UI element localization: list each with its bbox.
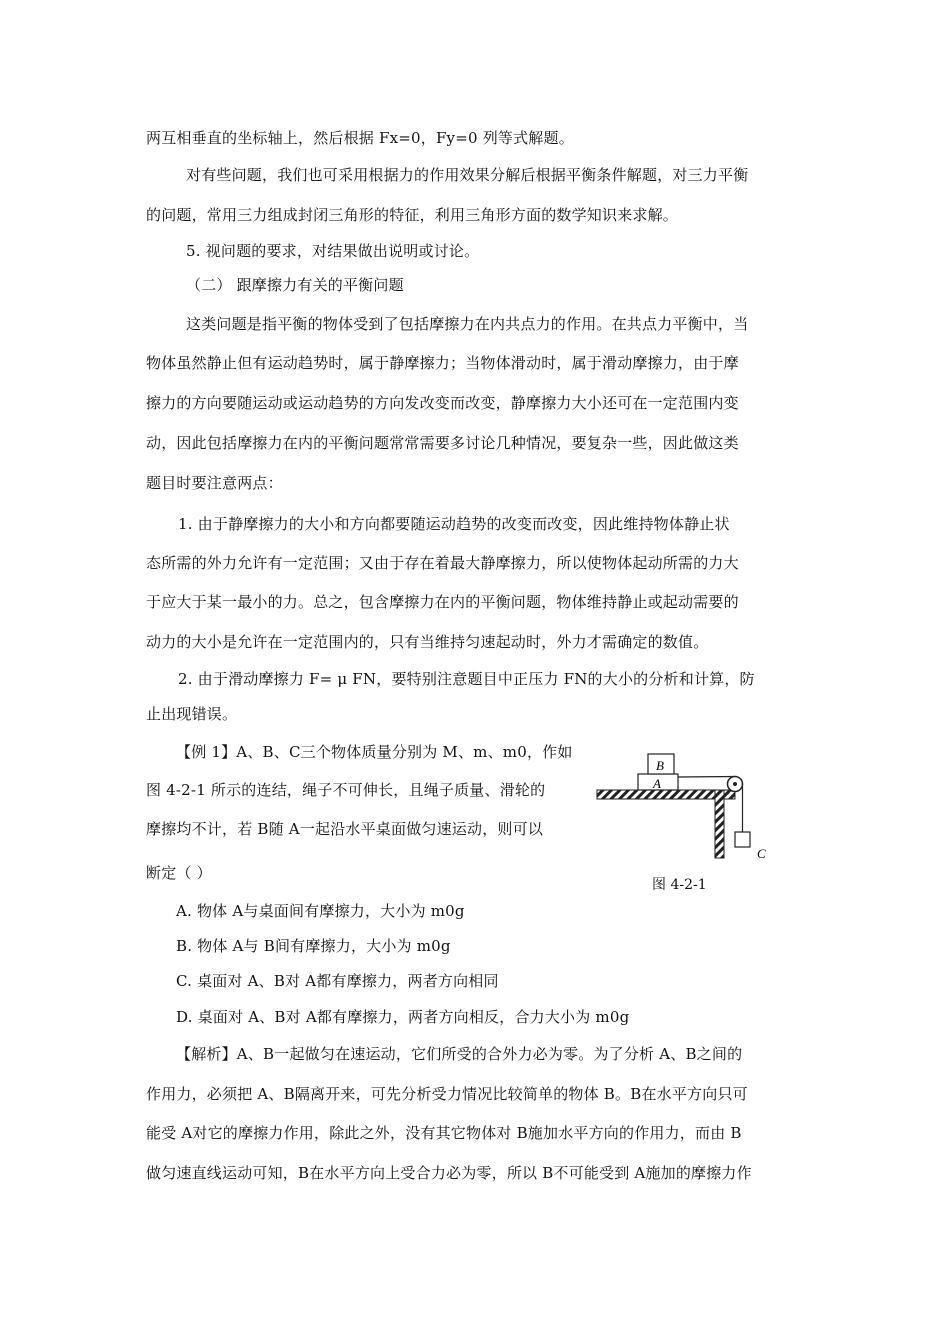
section-heading: （二） 跟摩擦力有关的平衡问题 [186,276,404,294]
block-c [735,832,750,847]
list-item: 5. 视问题的要求，对结果做出说明或讨论。 [186,242,480,260]
example-title: 【例 1】A、B、C三个物体质量分别为 M、m、m0，作如 [176,743,573,761]
text-line: 图 4-2-1 所示的连结，绳子不可伸长，且绳子质量、滑轮的 [146,781,546,799]
text-line: 作用力，必须把 A、B隔离开来，可先分析受力情况比较简单的物体 B。B在水平方向只可 [146,1085,748,1103]
pulley-diagram [594,746,804,896]
text-line: 对有些问题，我们也可采用根据力的作用效果分解后根据平衡条件解题，对三力平衡 [186,166,749,184]
text-line: 动，因此包括摩擦力在内的平衡问题常常需要多讨论几种情况，要复杂一些，因此做这类 [146,434,739,452]
figure-caption: 图 4-2-1 [652,877,707,893]
list-item: 2. 由于滑动摩擦力 F= μ FN，要特别注意题目中正压力 FN的大小的分析和计算，防 [178,670,755,688]
text-line: 止出现错误。 [146,705,238,723]
rope [678,777,735,778]
list-item: 1. 由于静摩擦力的大小和方向都要随运动趋势的改变而改变，因此维持物体静止状 [178,515,730,533]
text-line: 的问题，常用三力组成封闭三角形的特征，利用三角形方面的数学知识来求解。 [146,206,679,224]
label-b: B [656,758,664,773]
text-line: 于应大于某一最小的力。总之，包含摩擦力在内的平衡问题，物体维持静止或起动需要的 [146,593,739,611]
text-line: 这类问题是指平衡的物体受到了包括摩擦力在内共点力的作用。在共点力平衡中，当 [186,315,749,333]
text-line: 物体虽然静止但有运动趋势时，属于静摩擦力；当物体滑动时，属于滑动摩擦力，由于摩 [146,354,739,372]
table-edge [715,790,724,858]
text-line: 能受 A对它的摩擦力作用，除此之外，没有其它物体对 B施加水平方向的作用力，而由 B [146,1124,742,1142]
label-c: C [757,846,766,861]
text-line: 动力的大小是允许在一定范围内的，只有当维持匀速起动时，外力才需确定的数值。 [146,633,709,651]
text-line: 擦力的方向要随运动或运动趋势的方向发改变而改变，静摩擦力大小还可在一定范围内变 [146,394,739,412]
option-a: A. 物体 A与桌面间有摩擦力，大小为 m0g [176,902,465,920]
option-d: D. 桌面对 A、B对 A都有摩擦力，两者方向相反，合力大小为 m0g [176,1008,630,1026]
option-c: C. 桌面对 A、B对 A都有摩擦力，两者方向相同 [176,972,499,990]
text-line: 做匀速直线运动可知，B在水平方向上受合力必为零，所以 B不可能受到 A施加的摩擦力作 [146,1164,752,1182]
text-line: 题目时要注意两点： [146,474,283,492]
text-line: 摩擦均不计，若 B随 A一起沿水平桌面做匀速运动，则可以 [146,820,543,838]
table-surface [597,790,735,799]
analysis-line: 【解析】A、B一起做匀在速运动，它们所受的合外力必为零。为了分析 A、B之间的 [176,1045,743,1063]
label-a: A [653,776,661,791]
text-line: 断定（ ） [146,864,212,882]
option-b: B. 物体 A与 B间有摩擦力，大小为 m0g [176,937,451,955]
text-line: 两互相垂直的坐标轴上，然后根据 Fx=0，Fy=0 列等式解题。 [146,129,574,147]
text-line: 态所需的外力允许有一定范围；又由于存在着最大静摩擦力，所以使物体起动所需的力大 [146,554,739,572]
